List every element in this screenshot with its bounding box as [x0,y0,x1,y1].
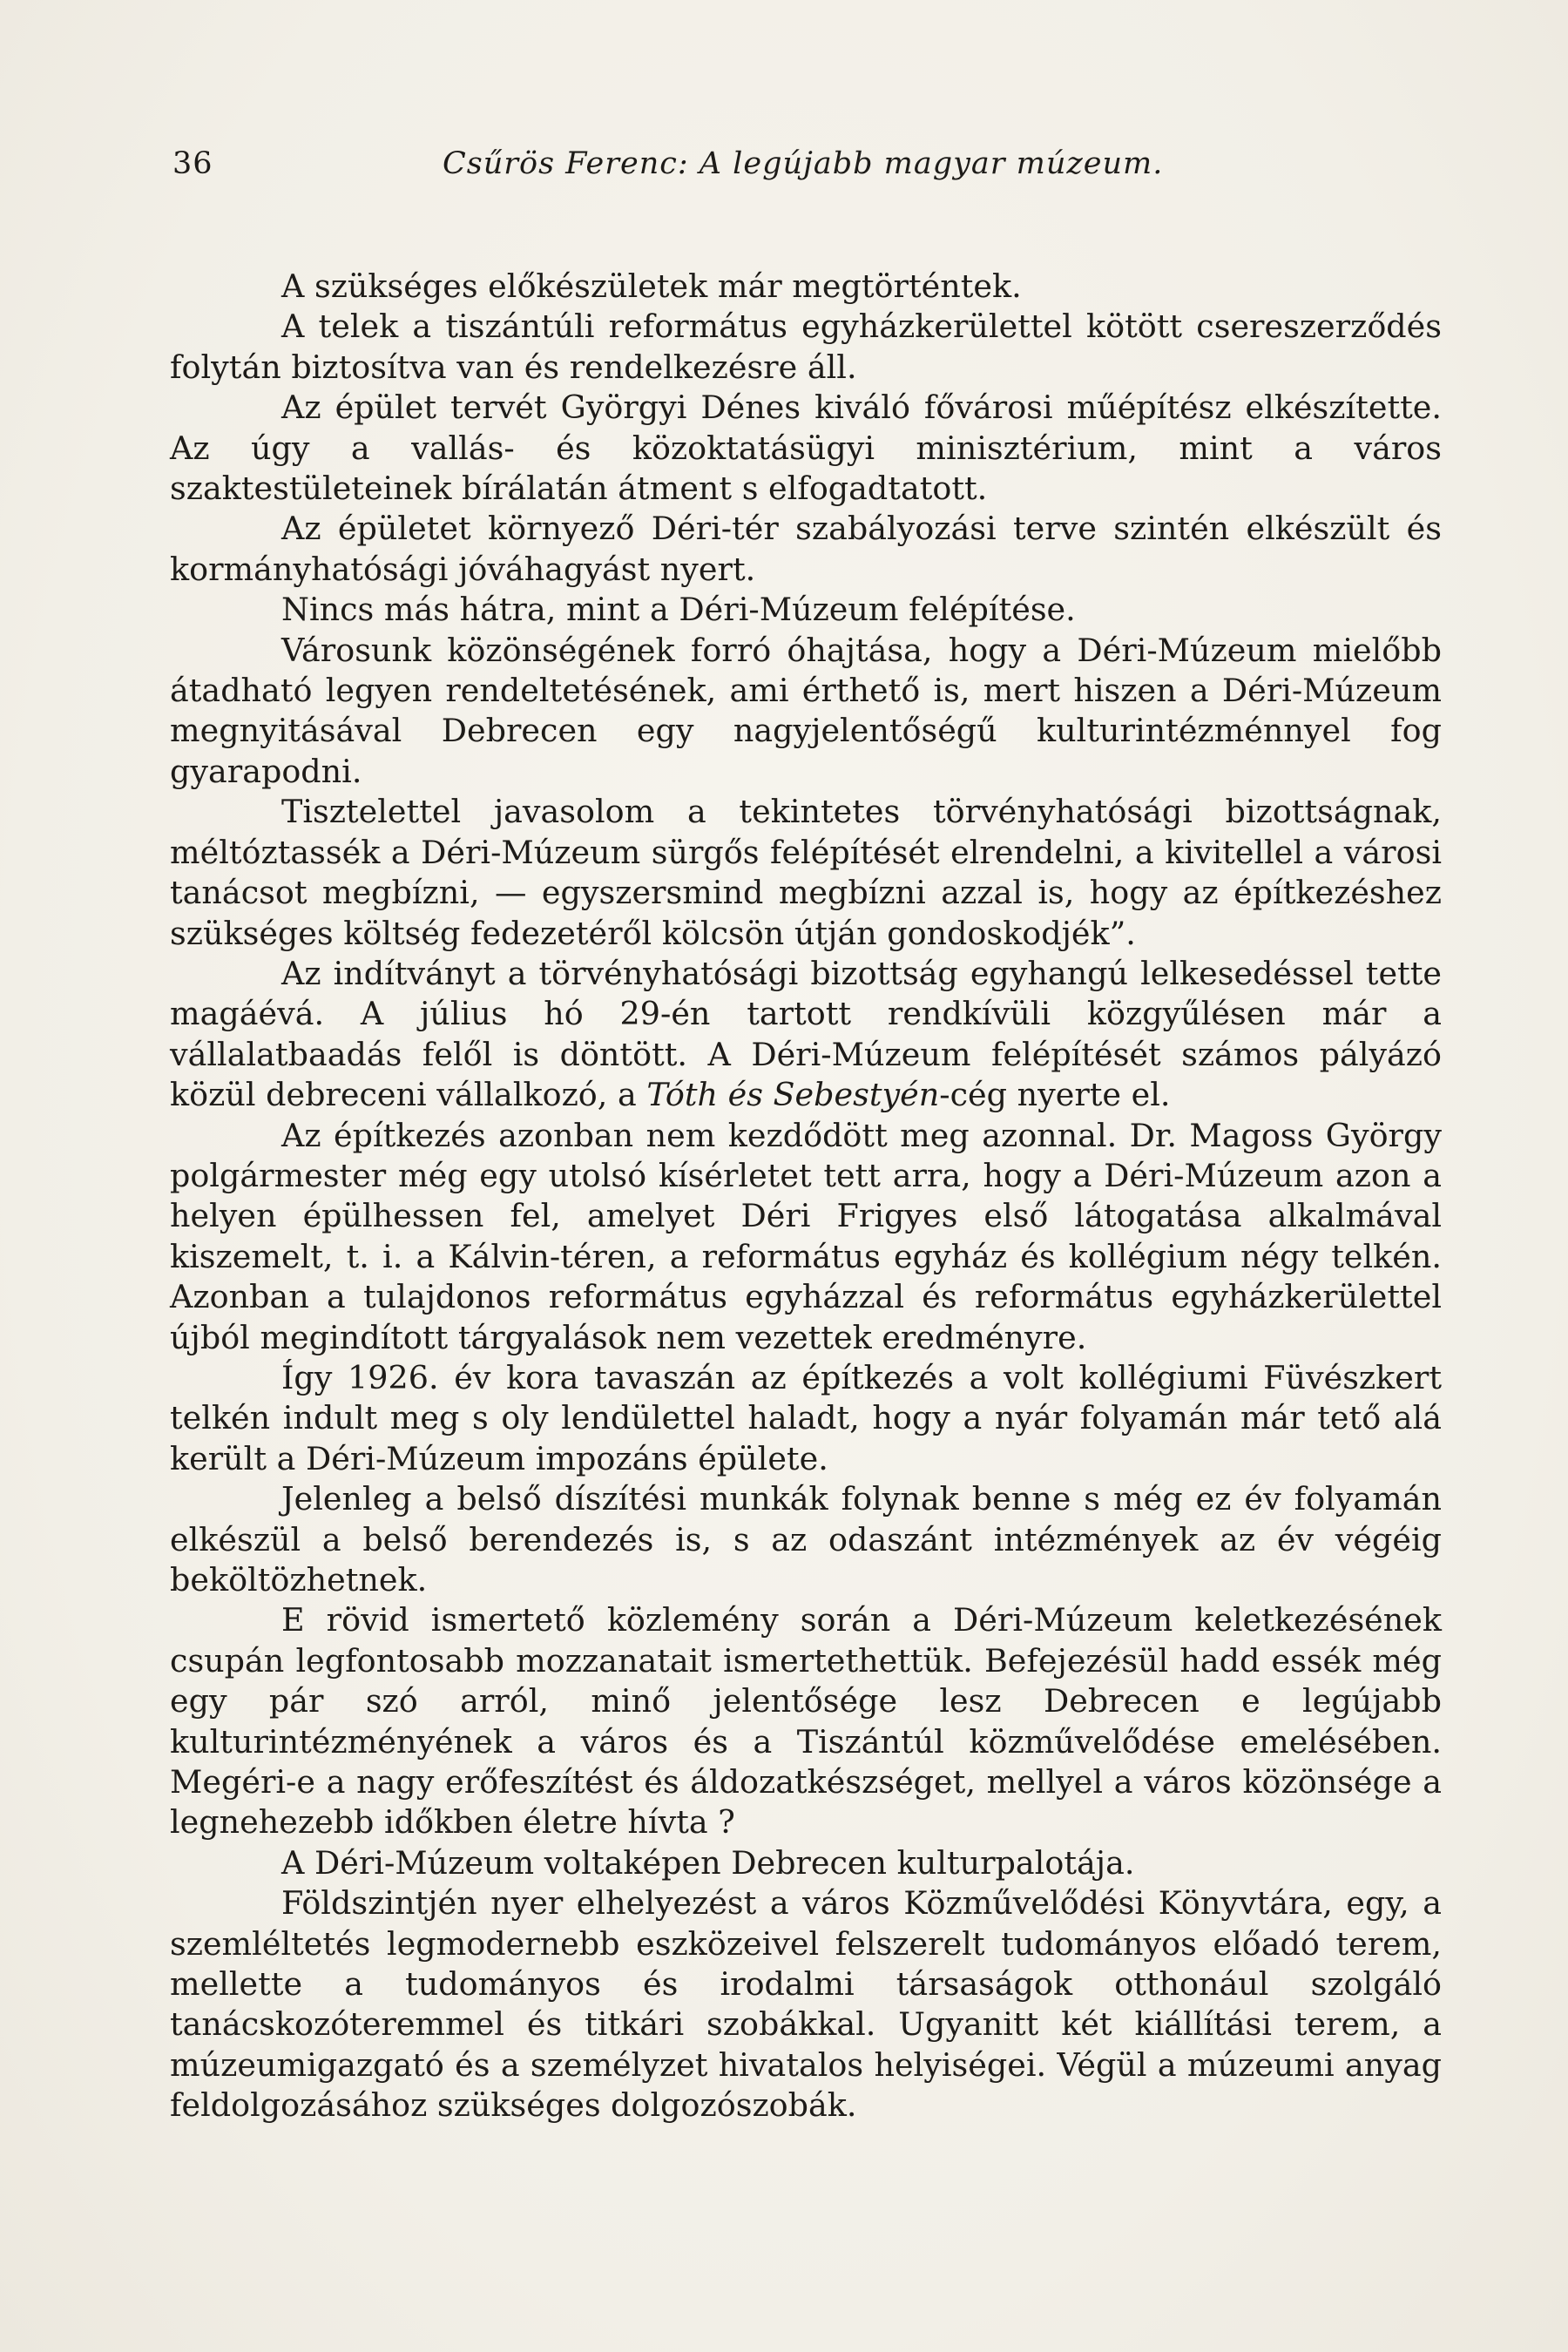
paragraph: A szükséges előkészületek már megtörténtek. [281,267,1022,305]
paragraph: Városunk közönségének forró óhajtása, hogy a Déri-Múzeum mielőbb átadható legyen rendeltetésének, ami érthető is, mert hiszen a Déri-Múzeum megnyitásával Debrecen egy nagyjelentőségű kulturintézménnyel fog gyarapodni. [170,631,1442,790]
paragraph-text: Az indítványt a törvényhatósági bizottság egyhangú lelkesedéssel tette magáévá. A július hó 29-én tartott rendkívüli közgyűlésen már a vállalatbaadás felől is döntött. A Déri-Múzeum felépítését számos pályázó közül debreceni vállalkozó, a [170,954,1442,1114]
paragraph: Az építkezés azonban nem kezdődött meg azonnal. Dr. Magoss György polgármester még egy utolsó kísérletet tett arra, hogy a Déri-Múzeum azon a helyen épülhessen fel, amelyet Déri Frigyes első látogatása alkalmával kiszemelt, t. i. a Kálvin-téren, a református egyház és kollégium négy telkén. Azonban a tulajdonos református egyházzal és református egyházkerülettel újból megindított tárgyalások nem vezettek eredményre. [170,1116,1442,1356]
paragraph: Földszintjén nyer elhelyezést a város Közművelődési Könyvtára, egy, a szemléltetés legmodernebb eszközeivel felszerelt tudományos előadó terem, mellette a tudományos és irodalmi társaságok otthonául szolgáló tanácskozóteremmel és titkári szobákkal. Ugyanitt két kiállítási terem, a múzeumigazgató és a személyzet hivatalos helyiségei. Végül a múzeumi anyag feldolgozásához szükséges dolgozószobák. [170,1884,1442,2125]
paragraph: Nincs más hátra, mint a Déri-Múzeum felépítése. [281,591,1076,629]
page-header [172,146,1444,199]
paragraph: Jelenleg a belső díszítési munkák folynak benne s még ez év folyamán elkészül a belső berendezés is, s az odaszánt intézmények az év végéig beköltözhetnek. [170,1480,1442,1598]
paragraph-text: -cég nyerte el. [939,1076,1171,1114]
paragraph: Az épületet környező Déri-tér szabályozási terve szintén elkészült és kormányhatósági jóváhagyást nyert. [170,510,1442,588]
running-title: Csűrös Ferenc: A legújabb magyar múzeum. [443,146,1164,181]
paragraph: Tisztelettel javasolom a tekintetes törvényhatósági bizottságnak, méltóztassék a Déri-Múzeum sürgős felépítését elrendelni, a kivitellel a városi tanácsot megbízni, — egyszersmind megbízni azzal is, hogy az építkezéshez szükséges költség fedezetéről kölcsön útján gondoskodjék”. [170,793,1442,952]
paragraph-with-italic-name [170,954,1442,1116]
paragraph: E rövid ismertető közlemény során a Déri-Múzeum keletkezésének csupán legfontosabb mozzanatait ismertethettük. Befejezésül hadd essék még egy pár szó arról, minő jelentősége lesz Debrecen e legújabb kulturintézményének a város és a Tiszántúl közművelődése emelésében. Megéri-e a nagy erőfeszítést és áldozatkészséget, mellyel a város közönsége a legnehezebb időkben életre hívta ? [170,1601,1442,1842]
page-number: 36 [172,146,213,181]
italic-company-name: Tóth és Sebestyén [646,1076,940,1114]
body-text [170,267,1442,2126]
paragraph: A telek a tiszántúli református egyházkerülettel kötött csereszerződés folytán biztosítva van és rendelkezésre áll. [170,308,1442,386]
paragraph: Így 1926. év kora tavaszán az építkezés a volt kollégiumi Füvészkert telkén indult meg s oly lendülettel haladt, hogy a nyár folyamán már tető alá került a Déri-Múzeum impozáns épülete. [170,1358,1442,1477]
paragraph: A Déri-Múzeum voltaképen Debrecen kulturpalotája. [281,1843,1135,1882]
paragraph: Az épület tervét Györgyi Dénes kiváló fővárosi műépítész elkészítette. Az úgy a vallás- és közoktatásügyi minisztérium, mint a város szaktestületeinek bírálatán átment s elfogadtatott. [170,389,1442,508]
